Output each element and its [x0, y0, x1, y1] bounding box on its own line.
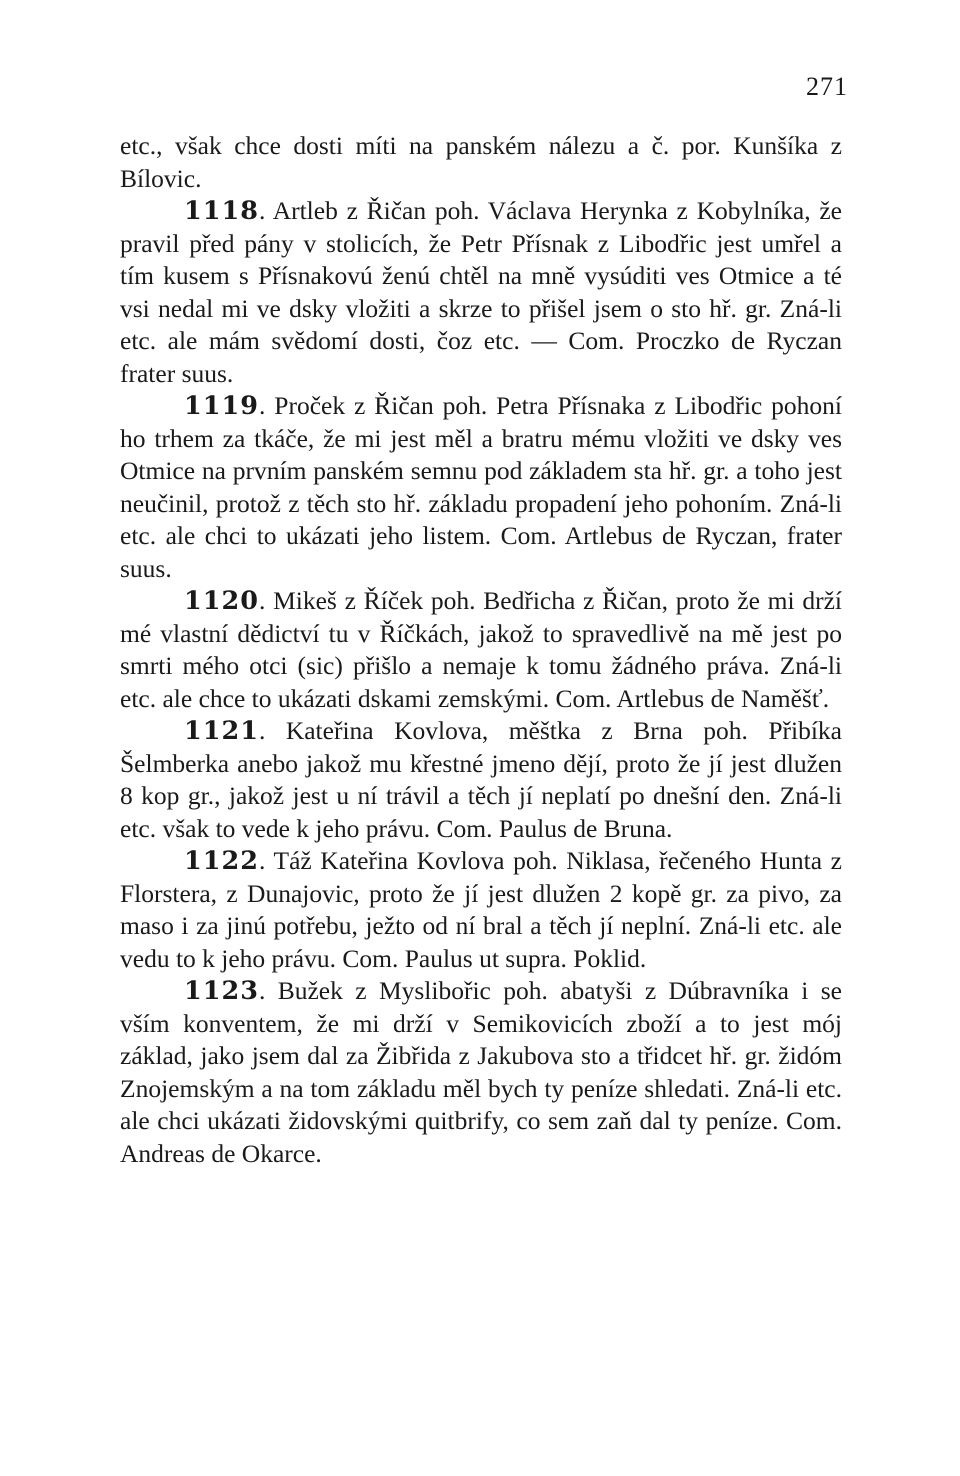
entry-number: 1119: [184, 391, 259, 421]
entry-number: 1122: [184, 846, 259, 876]
entry-number: 1120: [184, 586, 259, 616]
entry-text: . Táž Kateřina Kovlova poh. Niklasa, řečeného Hunta z Florstera, z Dunajovic, proto že jí jest dlužen 2 kopě gr. za pivo, za maso i za jinú potřebu, ježto od ní bral a těch jí neplní. Zná-li etc. ale vedu to k jeho právu. Com. Paulus ut supra. Poklid.: [120, 846, 842, 973]
entry-1119: [120, 390, 842, 585]
page-number: 271: [806, 72, 848, 101]
entry-1123: [120, 975, 842, 1170]
entry-text: . Proček z Řičan poh. Petra Přísnaka z Libodřic pohoní ho trhem za tkáče, že mi jest měl a bratru mému vložiti ve dsky ves Otmice na prvním panském semnu pod základem sta hř. gr. a toho jest neučinil, protož z těch sto hř. základu propadení jeho pohoním. Zná-li etc. ale chci to ukázati jeho listem. Com. Artlebus de Ryczan, frater suus.: [120, 391, 842, 583]
entry-text: . Kateřina Kovlova, měštka z Brna poh. Přibíka Šelmberka anebo jakož mu křestné jmeno dějí, proto že jí jest dlužen 8 kop gr., jakož jest u ní trávil a těch jí neplatí po dnešní den. Zná-li etc. však to vede k jeho právu. Com. Paulus de Bruna.: [120, 716, 842, 843]
entry-number: 1118: [184, 196, 259, 226]
entry-1122: [120, 845, 842, 975]
entry-text: . Artleb z Řičan poh. Václava Herynka z Kobylníka, že pravil před pány v stolicích, že Petr Přísnak z Libodřic jest umřel a tím kusem s Přísnakovú ženú chtěl na mně vysúditi ves Otmice a té vsi nedal mi ve dsky vložiti a skrze to přišel jsem o sto hř. gr. Zná-li etc. ale mám svědomí dosti, čoz etc. — Com. Proczko de Ryczan frater suus.: [120, 196, 842, 388]
entry-number: 1121: [184, 716, 259, 746]
entry-text: . Mikeš z Říček poh. Bedřicha z Řičan, proto že mi drží mé vlastní dědictví tu v Říčkách, jakož to spravedlivě na mě jest po smrti mého otci (sic) přišlo a nemaje k tomu žádného práva. Zná-li etc. ale chce to ukázati dskami zemskými. Com. Artlebus de Naměšť.: [120, 586, 842, 713]
entry-1120: [120, 585, 842, 715]
continuation-paragraph: etc., však chce dosti míti na panském nálezu a č. por. Kunšíka z Bílovic.: [120, 131, 842, 193]
entry-1118: [120, 195, 842, 390]
entry-1121: [120, 715, 842, 845]
entry-text: . Bužek z Myslibořic poh. abatyši z Dúbravníka i se vším konventem, že mi drží v Semikovicích zboží a to jest mój základ, jako jsem dal za Žibřida z Jakubova sto a třidcet hř. gr. židóm Znojemským a na tom základu měl bych ty peníze shledati. Zná-li etc. ale chci ukázati židovskými quitbrify, co sem zaň dal ty peníze. Com. Andreas de Okarce.: [120, 976, 842, 1168]
document-body: [120, 130, 842, 1170]
entry-number: 1123: [184, 976, 259, 1006]
